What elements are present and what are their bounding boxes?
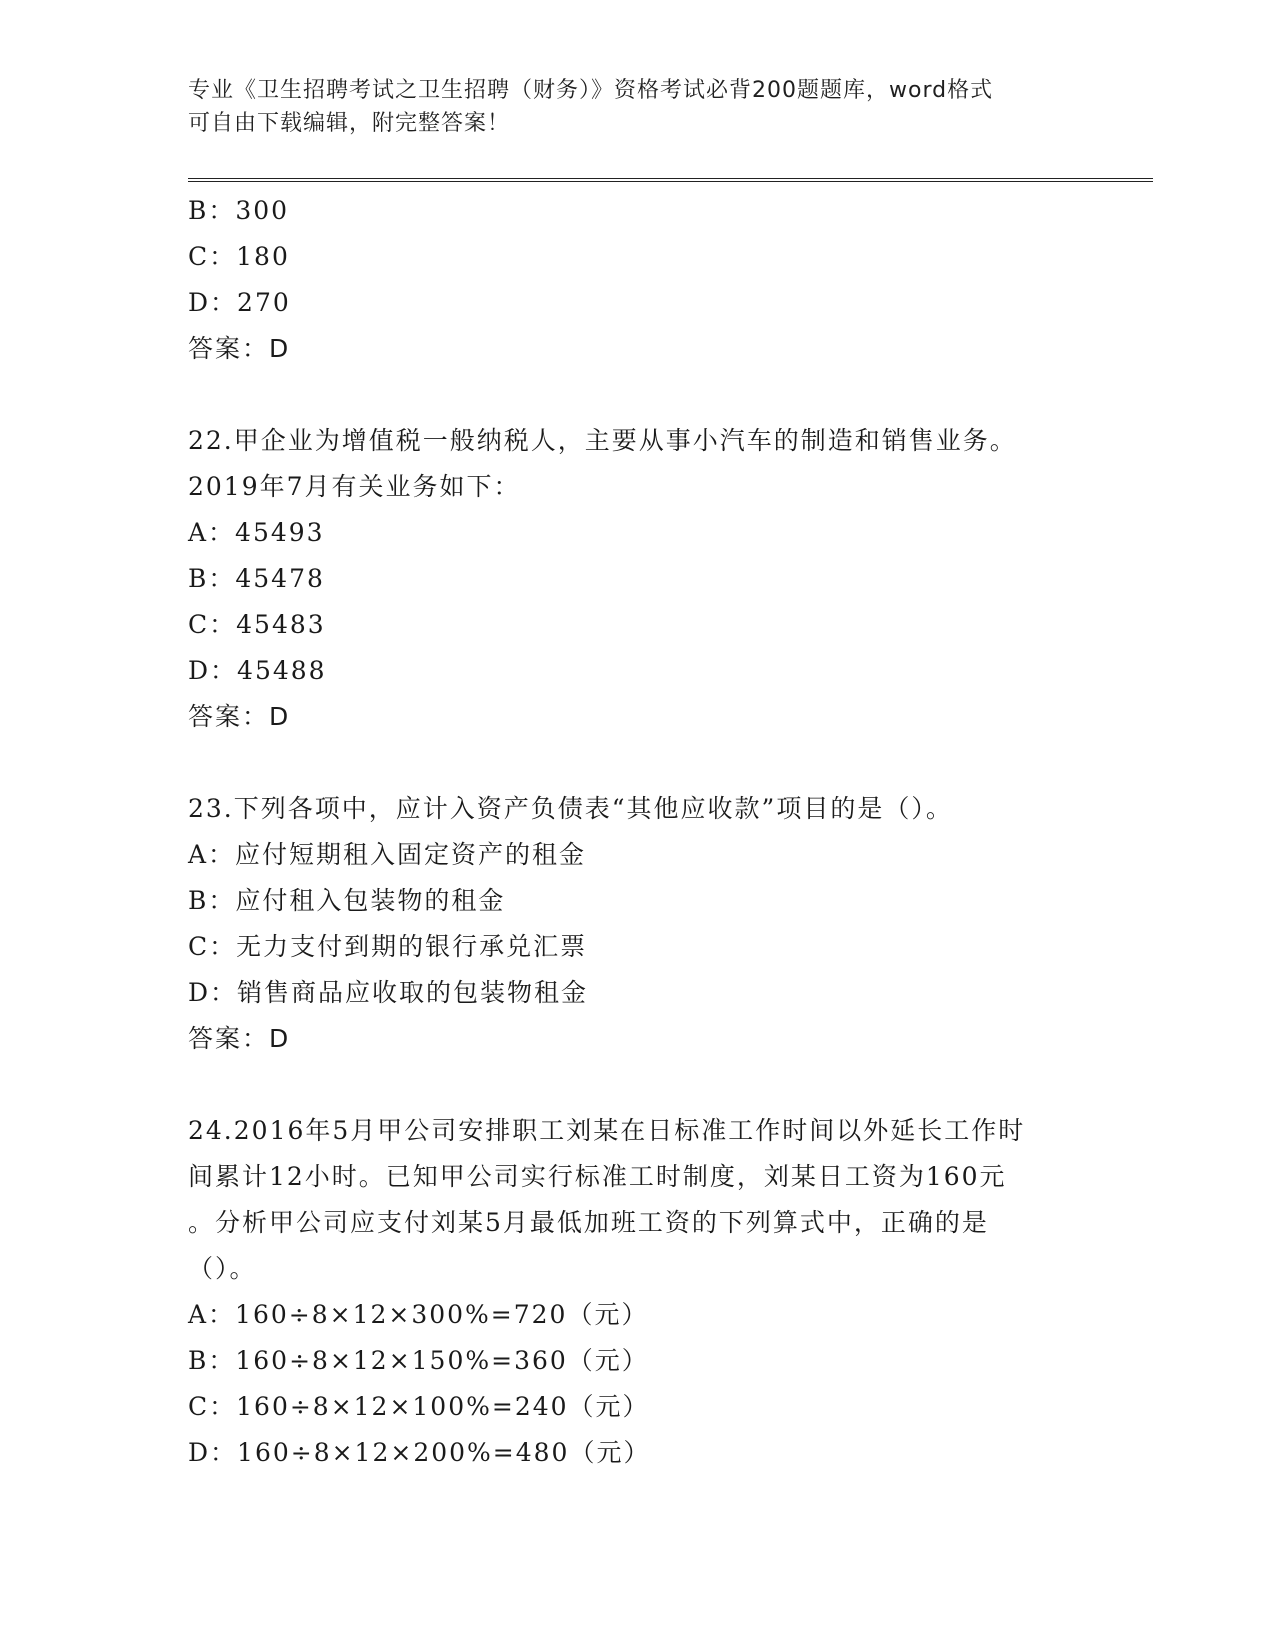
option-a: A：应付短期租入固定资产的租金 — [188, 840, 587, 869]
option-d: D：销售商品应收取的包装物租金 — [188, 978, 589, 1007]
option-b: B：160÷8×12×150%=360（元） — [188, 1346, 649, 1375]
answer-line: 答案：D — [188, 1024, 291, 1053]
option-d: D：160÷8×12×200%=480（元） — [188, 1438, 651, 1467]
spacer — [188, 1062, 1088, 1108]
header-title-line-1: 专业《卫生招聘考试之卫生招聘（财务）》资格考试必背200题题库，word格式 — [188, 78, 994, 103]
page-header — [188, 74, 1068, 140]
option-d: D：270 — [188, 288, 291, 317]
question-stem-line: 24.2016年5月甲公司安排职工刘某在日标准工作时间以外延长工作时 — [188, 1116, 1026, 1145]
question-stem-line: （）。 — [188, 1254, 257, 1283]
header-divider — [188, 178, 1153, 182]
option-c: C：无力支付到期的银行承兑汇票 — [188, 932, 588, 961]
question-stem-line: 。分析甲公司应支付刘某5月最低加班工资的下列算式中，正确的是 — [188, 1208, 989, 1237]
option-b: B：45478 — [188, 564, 325, 593]
question-content — [188, 188, 1088, 1476]
question-24 — [188, 1108, 1088, 1476]
option-c: C：160÷8×12×100%=240（元） — [188, 1392, 650, 1421]
question-22 — [188, 418, 1088, 740]
option-a: A：160÷8×12×300%=720（元） — [188, 1300, 649, 1329]
spacer — [188, 372, 1088, 418]
option-b: B：300 — [188, 196, 290, 225]
question-stem-line: 22.甲企业为增值税一般纳税人，主要从事小汽车的制造和销售业务。 — [188, 426, 1017, 455]
option-c: C：180 — [188, 242, 290, 271]
question-stem-line: 2019年7月有关业务如下： — [188, 472, 521, 501]
question-stem-line: 间累计12小时。已知甲公司实行标准工时制度，刘某日工资为160元 — [188, 1162, 1007, 1191]
answer-line: 答案：D — [188, 334, 291, 363]
option-d: D：45488 — [188, 656, 327, 685]
option-a: A：45493 — [188, 518, 325, 547]
answer-line: 答案：D — [188, 702, 291, 731]
spacer — [188, 740, 1088, 786]
question-23 — [188, 786, 1088, 1062]
question-stem-line: 23.下列各项中，应计入资产负债表“其他应收款”项目的是（）。 — [188, 794, 953, 823]
header-title-line-2: 可自由下载编辑，附完整答案！ — [188, 111, 511, 136]
option-c: C：45483 — [188, 610, 326, 639]
option-b: B：应付租入包装物的租金 — [188, 886, 506, 915]
question-21 — [188, 188, 1088, 372]
